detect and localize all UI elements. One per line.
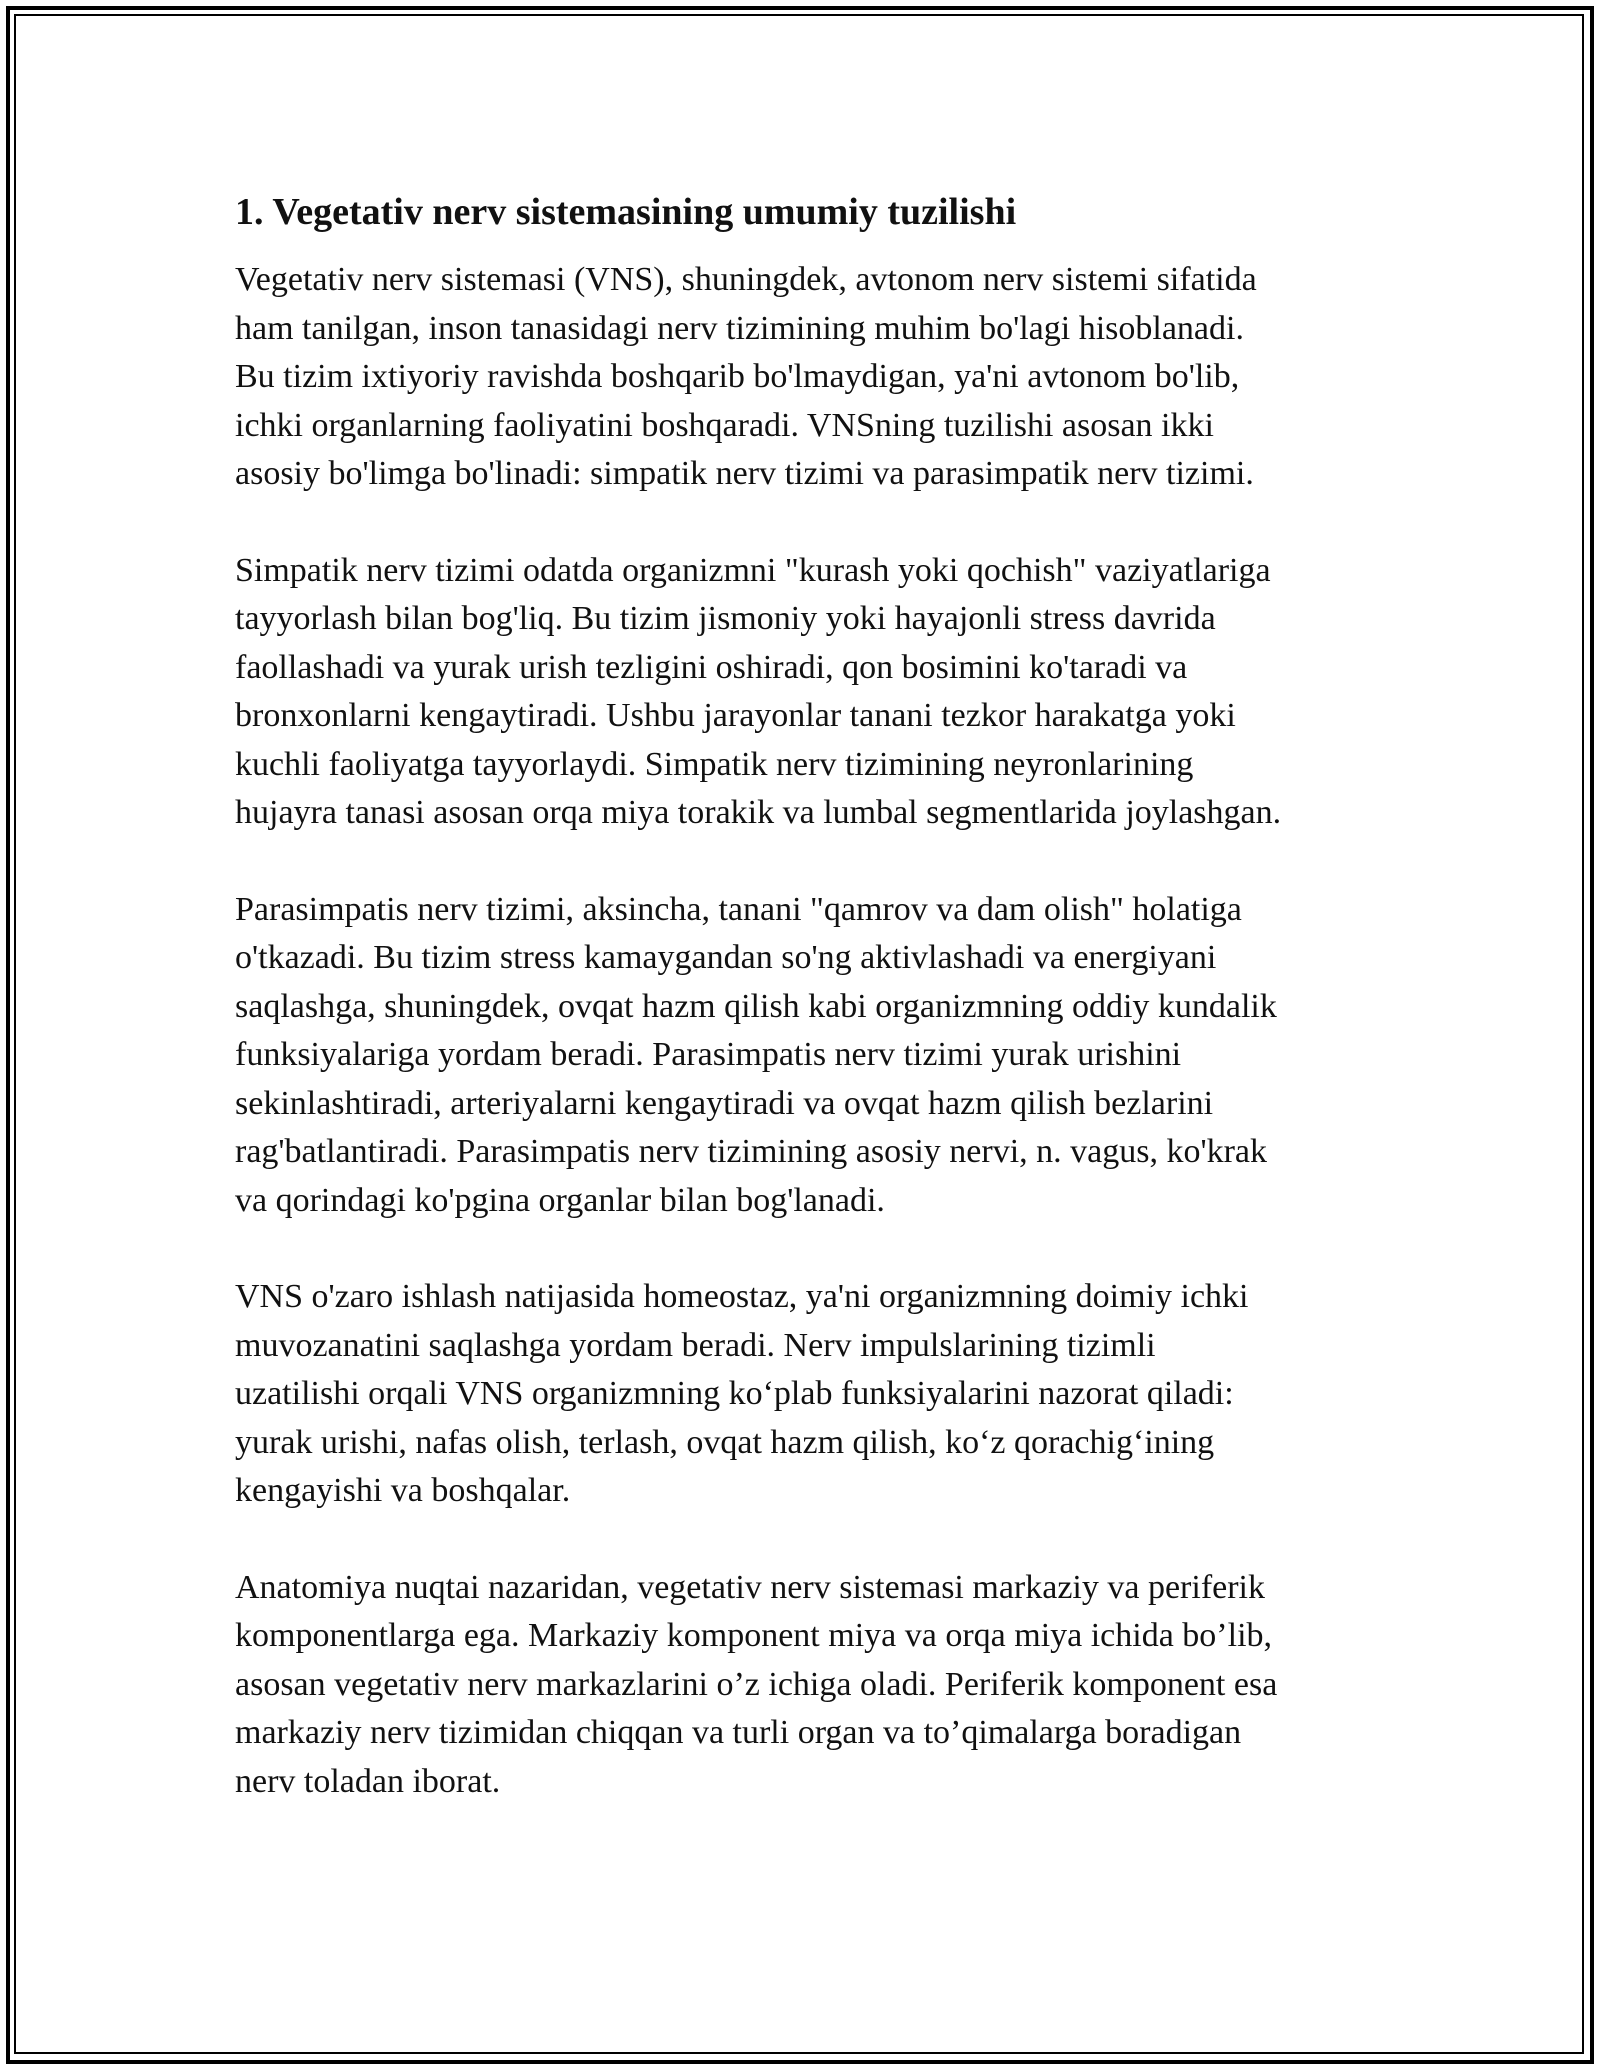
text-line: VNS o'zaro ishlash natijasida homeostaz, ya'ni organizmning doimiy ichki <box>235 1278 1249 1315</box>
text-line: saqlashga, shuningdek, ovqat hazm qilish kabi organizmning oddiy kundalik <box>235 987 1277 1025</box>
paragraph-parasympathetic <box>235 886 1375 1226</box>
text-line: kuchli faoliyatga tayyorlaydi. Simpatik nerv tizimining neyronlarining <box>235 745 1194 783</box>
text-line: Anatomiya nuqtai nazaridan, vegetativ nerv sistemasi markaziy va periferik <box>235 1568 1265 1606</box>
text-line: Simpatik nerv tizimi odatda organizmni "kurash yoki qochish" vaziyatlariga <box>235 551 1271 589</box>
page-title: 1. Vegetativ nerv sistemasining umumiy tuzilishi <box>235 191 1017 233</box>
text-line: asosan vegetativ nerv markazlarini o’z ichiga oladi. Periferik komponent esa <box>235 1665 1278 1703</box>
text-line: sekinlashtiradi, arteriyalarni kengaytiradi va ovqat hazm qilish bezlarini <box>235 1084 1214 1122</box>
text-line: nerv toladan iborat. <box>235 1762 501 1800</box>
text-line: funksiyalariga yordam beradi. Parasimpatis nerv tizimi yurak urishini <box>235 1036 1182 1073</box>
text-line: Parasimpatis nerv tizimi, aksincha, tanani "qamrov va dam olish" holatiga <box>235 890 1242 928</box>
text-line: Vegetativ nerv sistemasi (VNS), shuningdek, avtonom nerv sistemi sifatida <box>235 261 1257 298</box>
text-line: komponentlarga ega. Markaziy komponent miya va orqa miya ichida bo’lib, <box>235 1617 1273 1654</box>
text-line: uzatilishi orqali VNS organizmning ko‘plab funksiyalarini nazorat qiladi: <box>235 1375 1234 1412</box>
text-line: kengayishi va boshqalar. <box>235 1472 571 1509</box>
text-line: muvozanatini saqlashga yordam beradi. Nerv impulslarining tizimli <box>235 1326 1156 1364</box>
text-line: ham tanilgan, inson tanasidagi nerv tizimining muhim bo'lagi hisoblanadi. <box>235 309 1244 347</box>
paragraph-sympathetic <box>235 547 1375 838</box>
paragraph-vns-intro <box>235 256 1375 499</box>
paragraph-homeostasis <box>235 1273 1375 1516</box>
text-line: asosiy bo'limga bo'linadi: simpatik nerv tizimi va parasimpatik nerv tizimi. <box>235 455 1254 492</box>
document-body <box>235 188 1375 1854</box>
text-line: o'tkazadi. Bu tizim stress kamaygandan so'ng aktivlashadi va energiyani <box>235 939 1217 976</box>
text-line: rag'batlantiradi. Parasimpatis nerv tizimining asosiy nervi, n. vagus, ko'krak <box>235 1133 1268 1170</box>
text-line: tayyorlash bilan bog'liq. Bu tizim jismoniy yoki hayajonli stress davrida <box>235 600 1216 637</box>
text-line: yurak urishi, nafas olish, terlash, ovqat hazm qilish, ko‘z qorachig‘ining <box>235 1423 1215 1461</box>
text-line: markaziy nerv tizimidan chiqqan va turli organ va to’qimalarga boradigan <box>235 1714 1242 1751</box>
paragraph-anatomy <box>235 1564 1375 1807</box>
text-line: ichki organlarning faoliyatini boshqaradi. VNSning tuzilishi asosan ikki <box>235 406 1214 444</box>
text-line: Bu tizim ixtiyoriy ravishda boshqarib bo'lmaydigan, ya'ni avtonom bo'lib, <box>235 358 1240 395</box>
text-line: hujayra tanasi asosan orqa miya torakik va lumbal segmentlarida joylashgan. <box>235 794 1282 831</box>
text-line: bronxonlarni kengaytiradi. Ushbu jarayonlar tanani tezkor harakatga yoki <box>235 697 1236 734</box>
text-line: va qorindagi ko'pgina organlar bilan bog'lanadi. <box>235 1181 885 1219</box>
text-line: faollashadi va yurak urish tezligini oshiradi, qon bosimini ko'taradi va <box>235 648 1188 686</box>
